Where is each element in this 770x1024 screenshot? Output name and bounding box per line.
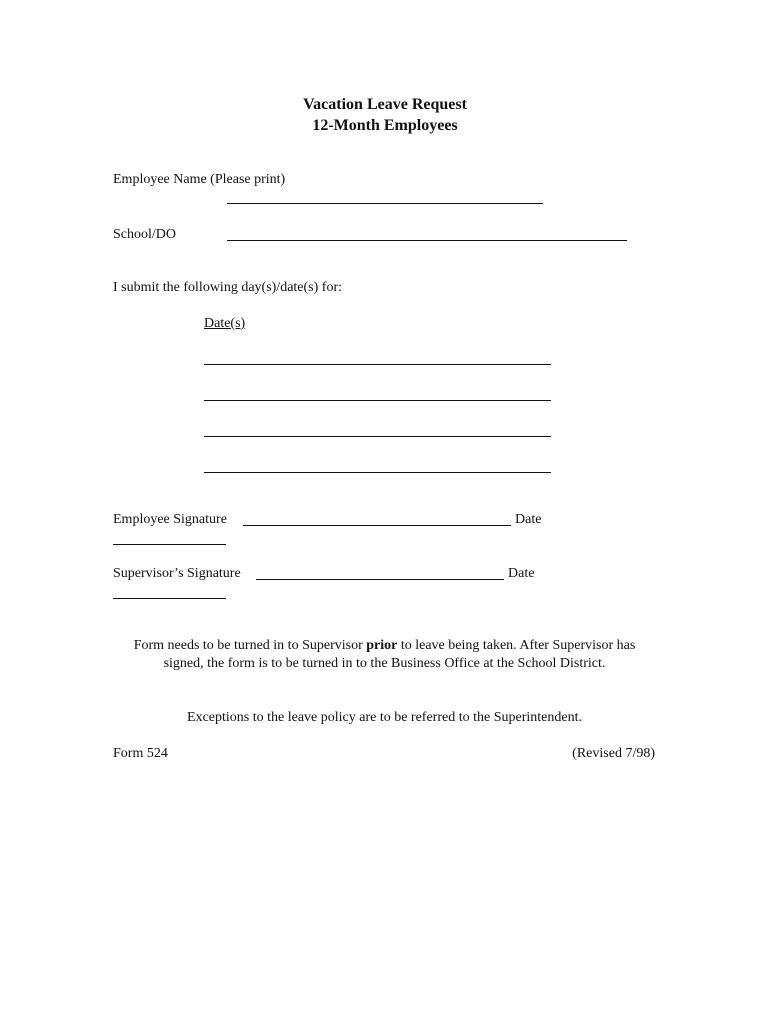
date-line-3[interactable] [204,436,551,437]
employee-name-label: Employee Name (Please print) [113,172,286,187]
notice-emphasis: prior [366,638,398,653]
date-line-4[interactable] [204,472,551,473]
dates-label: Date(s) [204,316,246,331]
supervisor-signature-field[interactable] [256,579,504,580]
employee-name-field[interactable] [227,203,543,204]
supervisor-signature-date-field[interactable] [113,598,226,599]
employee-signature-field[interactable] [243,525,511,526]
form-number: Form 524 [113,746,168,761]
employee-signature-date-field[interactable] [113,544,226,545]
notice-line-2: signed, the form is to be turned in to the Business Office at the School District. [163,656,606,671]
notice-line-1: Form needs to be turned in to Supervisor prior to leave being taken. After Supervisor has [133,638,636,653]
employee-signature-date-label: Date [515,512,542,527]
supervisor-signature-label: Supervisor’s Signature [113,566,241,581]
revised-date: (Revised 7/98) [572,746,655,761]
form-subtitle: 12-Month Employees [312,117,458,134]
school-label: School/DO [113,227,176,242]
employee-signature-label: Employee Signature [113,512,227,527]
date-line-2[interactable] [204,400,551,401]
supervisor-signature-date-label: Date [508,566,535,581]
form-title: Vacation Leave Request [303,96,467,113]
school-field[interactable] [227,240,627,241]
submit-text: I submit the following day(s)/date(s) for: [113,280,343,295]
date-line-1[interactable] [204,364,551,365]
exceptions-text: Exceptions to the leave policy are to be referred to the Superintendent. [187,710,582,725]
